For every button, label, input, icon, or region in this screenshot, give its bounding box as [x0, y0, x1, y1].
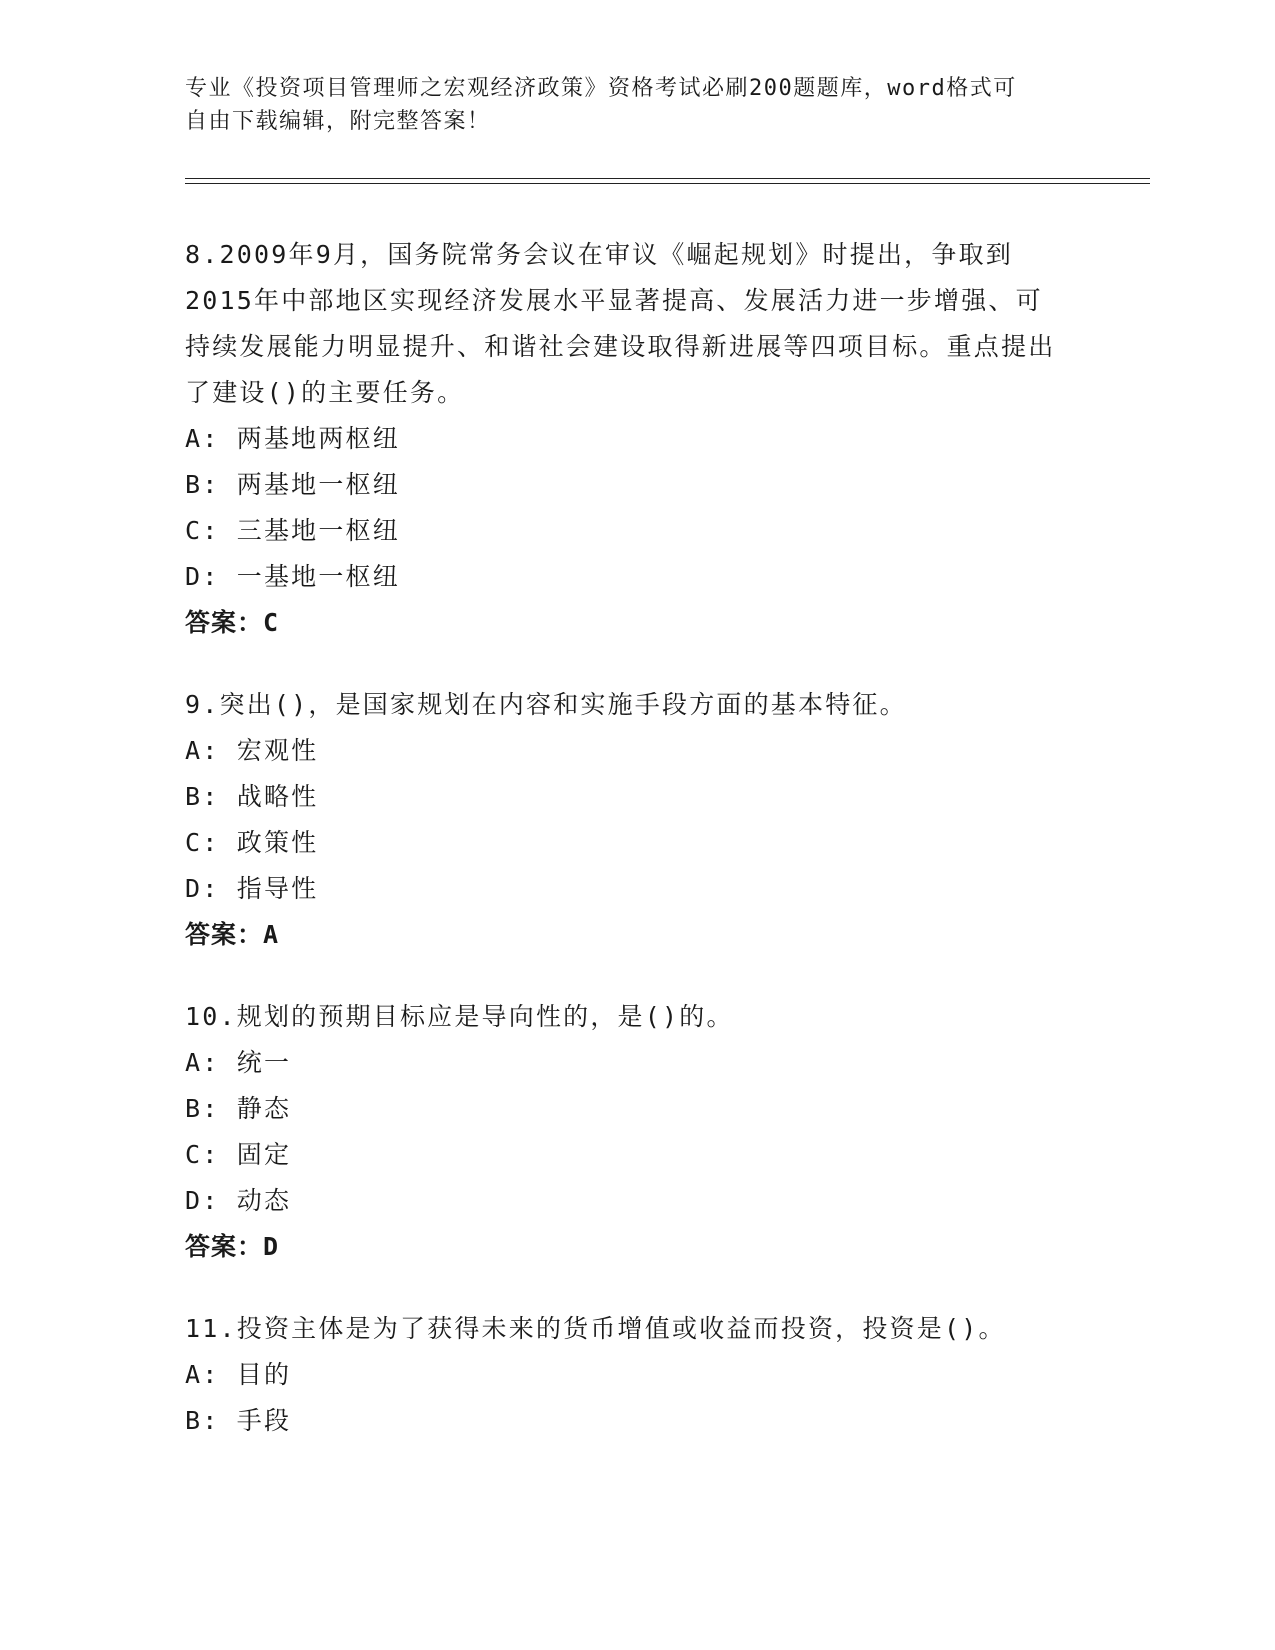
option-b: B: 手段 — [185, 1406, 292, 1435]
header-divider-top — [185, 178, 1150, 179]
document-header — [185, 72, 1065, 138]
option-a: A: 宏观性 — [185, 736, 319, 765]
option-b: B: 战略性 — [185, 782, 319, 811]
option-b: B: 两基地一枢纽 — [185, 470, 400, 499]
question-9 — [185, 682, 1065, 958]
header-divider-bottom — [185, 183, 1150, 184]
option-d: D: 指导性 — [185, 874, 319, 903]
question-stem: 9.突出()，是国家规划在内容和实施手段方面的基本特征。 — [185, 690, 907, 719]
option-a: A: 统一 — [185, 1048, 292, 1077]
question-10 — [185, 994, 1065, 1270]
question-stem: 11.投资主体是为了获得未来的货币增值或收益而投资，投资是()。 — [185, 1314, 1006, 1343]
option-c: C: 政策性 — [185, 828, 319, 857]
answer-line: 答案：D — [185, 1232, 280, 1261]
answer-line: 答案：C — [185, 608, 280, 637]
question-8 — [185, 232, 1065, 646]
intro-line-1: 专业《投资项目管理师之宏观经济政策》资格考试必刷200题题库，word格式可 — [185, 76, 1017, 101]
question-stem: 10.规划的预期目标应是导向性的，是()的。 — [185, 1002, 734, 1031]
answer-line: 答案：A — [185, 920, 280, 949]
option-b: B: 静态 — [185, 1094, 292, 1123]
question-stem: 8.2009年9月，国务院常务会议在审议《崛起规划》时提出，争取到2015年中部地区实现经济发展水平显著提高、发展活力进一步增强、可持续发展能力明显提升、和谐社会建设取得新进展等四项目标。重点提出了建设()的主要任务。 — [185, 240, 1056, 407]
intro-line-2: 自由下载编辑，附完整答案！ — [185, 109, 491, 134]
option-a: A: 两基地两枢纽 — [185, 424, 400, 453]
option-d: D: 动态 — [185, 1186, 292, 1215]
option-d: D: 一基地一枢纽 — [185, 562, 400, 591]
option-c: C: 三基地一枢纽 — [185, 516, 400, 545]
option-a: A: 目的 — [185, 1360, 292, 1389]
option-c: C: 固定 — [185, 1140, 292, 1169]
question-list — [185, 232, 1065, 1480]
question-11 — [185, 1306, 1065, 1444]
